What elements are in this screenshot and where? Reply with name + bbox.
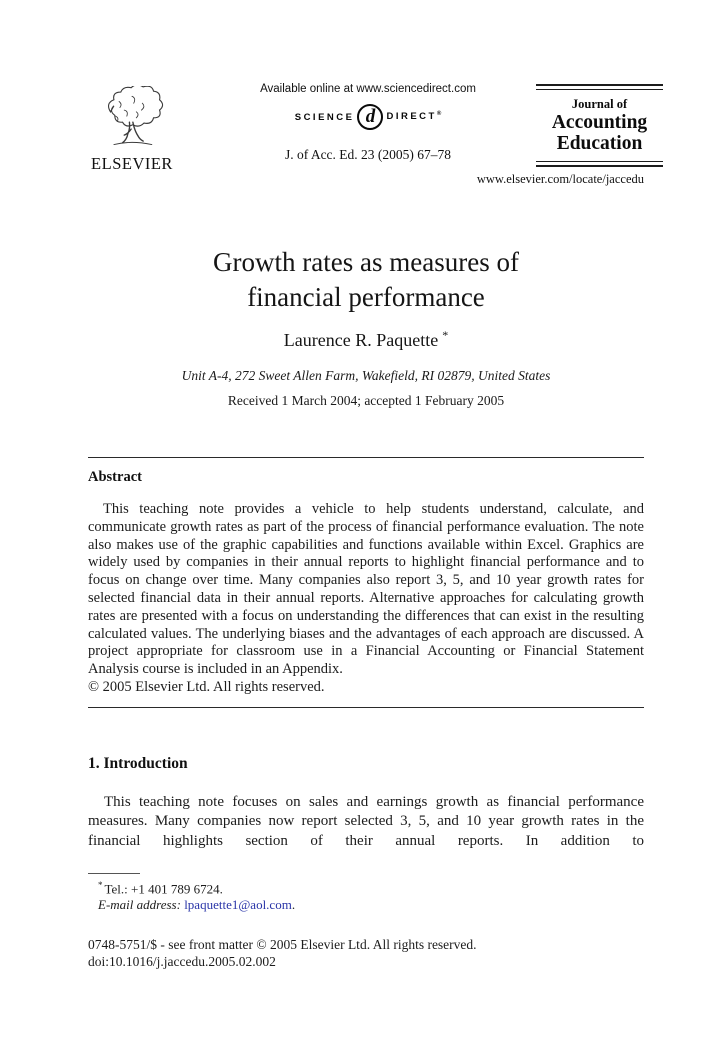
registered-mark: ® bbox=[436, 111, 442, 118]
footnote-block bbox=[88, 877, 644, 914]
email-period: . bbox=[291, 897, 296, 913]
footer-block bbox=[88, 936, 644, 971]
elsevier-logo bbox=[88, 86, 176, 174]
sciencedirect-science-text: SCIENCE bbox=[294, 111, 355, 123]
elsevier-tree-icon bbox=[90, 135, 174, 152]
journal-nameplate bbox=[536, 84, 663, 167]
elsevier-wordmark: ELSEVIER bbox=[91, 154, 173, 173]
author-footnote-mark: * bbox=[442, 328, 449, 342]
abstract-copyright: © 2005 Elsevier Ltd. All rights reserved. bbox=[88, 678, 325, 695]
article-title-line2: financial performance bbox=[247, 282, 485, 312]
footnote-mark: * bbox=[98, 879, 103, 890]
footnote-telephone: * Tel.: +1 401 789 6724. bbox=[98, 879, 223, 896]
journal-name-line1: Accounting bbox=[551, 112, 648, 133]
abstract-body: This teaching note provides a vehicle to help students understand, calculate, and communicate growth rates as part of the process of financial performance evaluation. The note also makes use of the graphic capabilities and functions available within Excel. Graphics are widely used by companies in their annual reports to highlight financial performance and to focus on change over time. Many companies also report 3, 5, and 10 year growth rates for selected financial data in their annual reports. Alternative approaches for calculating growth rates are presented with a focus on understanding the differences that can exist in the resulting calculated values. The underlying biases and the advantages of each approach are discussed. A project appropriate for classroom use in a Financial Accounting or Financial Statement Analysis course is included in an Appendix. bbox=[88, 501, 644, 678]
introduction-body: This teaching note focuses on sales and earnings growth as financial performance measures. Many companies now report selected 3, 5, and 10 year growth rates in the financial highlights section of their annual reports. In addition to bbox=[88, 793, 644, 849]
available-online-text: Available online at www.sciencedirect.com bbox=[260, 83, 476, 95]
abstract-heading: Abstract bbox=[88, 469, 142, 485]
author-name: Laurence R. Paquette bbox=[283, 330, 439, 350]
email-link[interactable]: lpaquette1@aol.com bbox=[184, 897, 292, 913]
section-heading-introduction: 1. Introduction bbox=[88, 754, 188, 772]
email-label: E-mail address: bbox=[98, 897, 181, 913]
nameplate-top-rule bbox=[536, 84, 663, 90]
sciencedirect-logo bbox=[233, 104, 503, 130]
article-title bbox=[88, 245, 644, 315]
journal-citation: J. of Acc. Ed. 23 (2005) 67–78 bbox=[284, 147, 452, 162]
article-title-line1: Growth rates as measures of bbox=[213, 247, 519, 277]
abstract-bottom-rule bbox=[88, 707, 644, 708]
sciencedirect-direct-text: DIRECT® bbox=[386, 111, 442, 123]
doi-line: doi:10.1016/j.jaccedu.2005.02.002 bbox=[88, 954, 276, 970]
sciencedirect-d-icon: d bbox=[357, 104, 383, 130]
journal-website-url: www.elsevier.com/locate/jaccedu bbox=[476, 172, 644, 186]
author-affiliation: Unit A-4, 272 Sweet Allen Farm, Wakefield, RI 02879, United States bbox=[181, 368, 551, 383]
paper-header bbox=[88, 0, 648, 205]
abstract-top-rule bbox=[88, 457, 644, 458]
footnote-email-line bbox=[88, 897, 644, 914]
issn-copyright-line: 0748-5751/$ - see front matter © 2005 Elsevier Ltd. All rights reserved. bbox=[88, 936, 477, 952]
received-dates: Received 1 March 2004; accepted 1 February 2005 bbox=[227, 393, 505, 408]
nameplate-bottom-rule bbox=[536, 161, 663, 167]
journal-name-line2: Education bbox=[556, 133, 643, 154]
journal-of-text: Journal of bbox=[571, 97, 628, 111]
footnote-rule bbox=[88, 873, 140, 874]
header-center bbox=[233, 83, 503, 163]
author-line bbox=[88, 328, 644, 351]
